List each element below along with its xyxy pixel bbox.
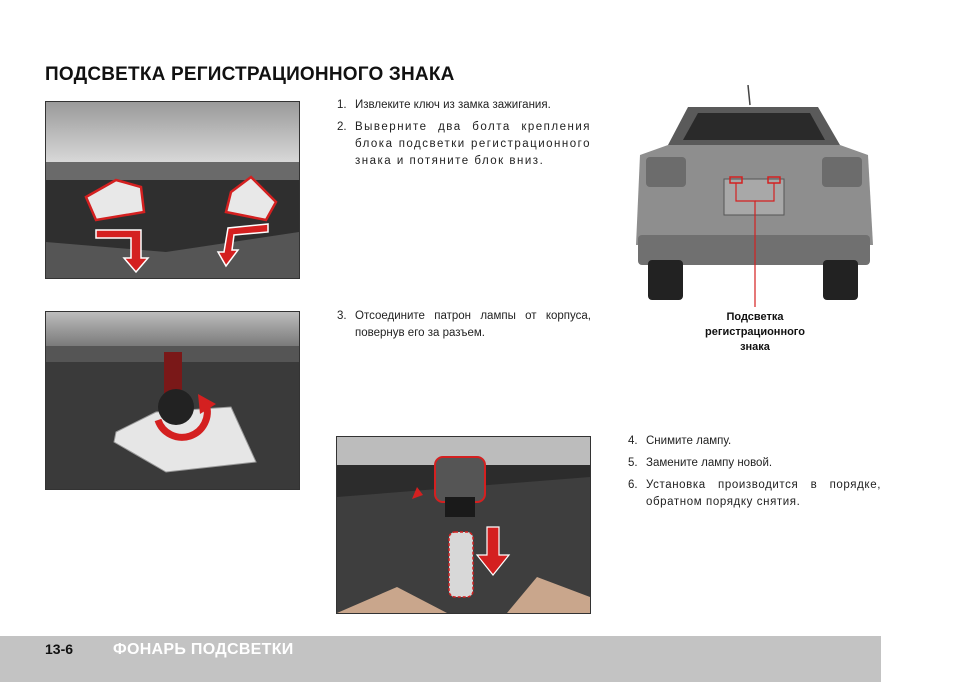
list-item: 3. Отсоедините патрон лампы от корпуса, повернув его за разъем. [337,310,591,339]
photo-lamp-units-removal [45,101,300,279]
steps-list-3 [337,308,591,347]
steps-list-1-2 [337,97,591,175]
list-item: 5. Замените лампу новой. [628,457,773,469]
section-title: ФОНАРЬ ПОДСВЕТКИ [113,641,294,658]
page-title: ПОДСВЕТКА РЕГИСТРАЦИОННОГО ЗНАКА [45,64,455,85]
list-item: 2. Выверните два болта крепления блока подсветки регистрационного знака и потяните блок вниз. [337,121,591,167]
car-caption: Подсветка регистрационного знака [705,311,805,353]
photo-bulb-removal [336,436,591,614]
list-item: 6. Установка производится в порядке, обратном порядку снятия. [628,479,881,508]
photo-socket-twist [45,311,300,490]
steps-list-4-6 [628,433,881,516]
photo-car-rear [628,85,878,307]
page-number: 13-6 [45,641,74,657]
list-item: 1. Извлеките ключ из замка зажигания. [337,99,551,111]
list-item: 4. Снимите лампу. [628,435,732,447]
